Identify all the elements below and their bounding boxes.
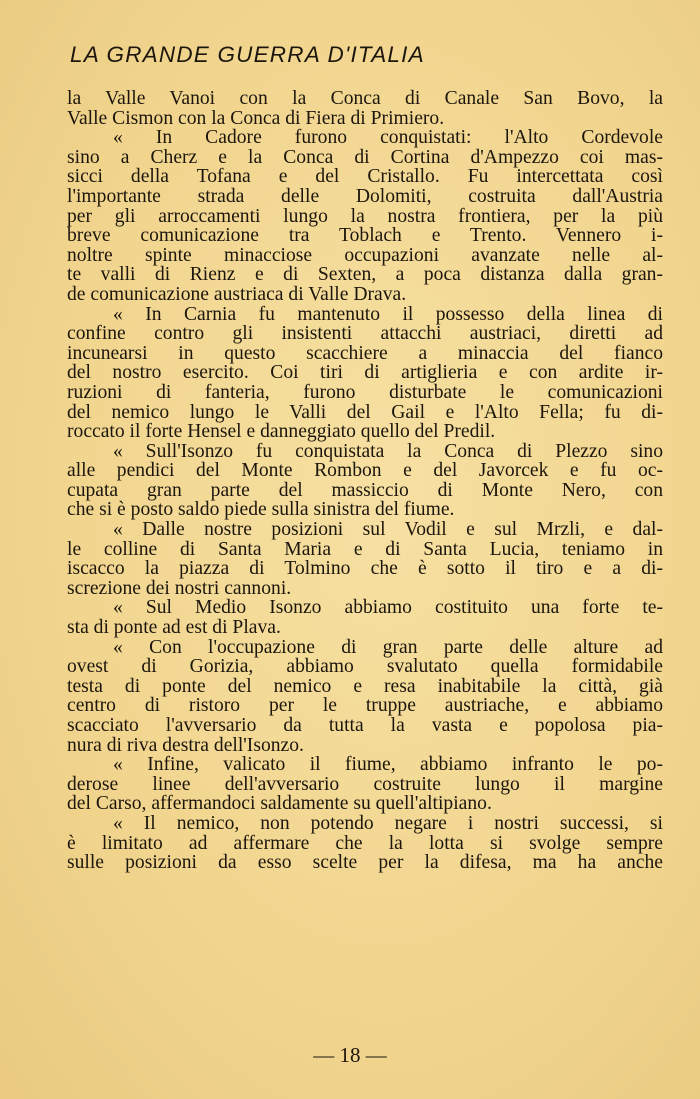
text-line: « In Carnia fu mantenuto il possesso della linea di: [113, 303, 663, 325]
text-line: sino a Cherz e la Conca di Cortina d'Ampezzo coi mas-: [67, 146, 663, 168]
text-line: te valli di Rienz e di Sexten, a poca distanza dalla gran-: [67, 264, 663, 286]
page-number: — 18 —: [313, 1043, 387, 1067]
text-line: de comunicazione austriaca di Valle Drava.: [67, 283, 407, 305]
text-line: del nemico lungo le Valli del Gail e l'Alto Fella; fu di-: [67, 401, 663, 423]
running-head: LA GRANDE GUERRA D'ITALIA: [70, 42, 425, 67]
text-line: l'importante strada delle Dolomiti, costruita dall'Austria: [67, 185, 663, 207]
text-line: screzione dei nostri cannoni.: [67, 577, 292, 599]
text-line: derose linee dell'avversario costruite lungo il margine: [67, 773, 663, 795]
text-line: cupata gran parte del massiccio di Monte Nero, con: [67, 479, 663, 501]
text-line: del nostro esercito. Coi tiri di artiglieria e con ardite ir-: [67, 362, 663, 384]
text-line: nura di riva destra dell'Isonzo.: [67, 734, 304, 756]
text-line: le colline di Santa Maria e di Santa Lucia, teniamo in: [67, 538, 663, 560]
text-line: noltre spinte minacciose occupazioni avanzate nelle al-: [67, 244, 663, 266]
text-line: « In Cadore furono conquistati: l'Alto Cordevole: [113, 127, 663, 149]
text-line: « Con l'occupazione di gran parte delle alture ad: [113, 636, 663, 658]
text-line: « Infine, valicato il fiume, abbiamo infranto le po-: [113, 754, 663, 776]
text-line: « Dalle nostre posizioni sul Vodil e sul Mrzli, e dal-: [113, 519, 663, 541]
text-line: confine contro gli insistenti attacchi austriaci, diretti ad: [67, 323, 663, 345]
body-text: [67, 89, 663, 873]
text-line: per gli arroccamenti lungo la nostra frontiera, per la più: [67, 205, 663, 227]
text-line: ovest di Gorizia, abbiamo svalutato quella formidabile: [67, 656, 663, 678]
text-line: che si è posto saldo piede sulla sinistra del fiume.: [67, 499, 455, 521]
text-line: sicci della Tofana e del Cristallo. Fu intercettata così: [67, 166, 663, 188]
text-line: Valle Cismon con la Conca di Fiera di Primiero.: [67, 107, 445, 129]
text-line: breve comunicazione tra Toblach e Trento. Vennero i-: [67, 225, 663, 247]
text-line: la Valle Vanoi con la Conca di Canale San Bovo, la: [67, 88, 663, 109]
text-line: testa di ponte del nemico e resa inabitabile la città, già: [67, 675, 663, 697]
text-line: iscacco la piazza di Tolmino che è sotto il tiro e a di-: [67, 558, 663, 580]
text-line: « Sul Medio Isonzo abbiamo costituito una forte te-: [113, 597, 663, 619]
text-line: scacciato l'avversario da tutta la vasta e popolosa pia-: [67, 715, 663, 736]
text-line: incunearsi in questo scacchiere a minaccia del fianco: [67, 342, 663, 364]
text-line: roccato il forte Hensel e danneggiato quello del Predil.: [67, 421, 496, 443]
text-line: centro di ristoro per le truppe austriache, e abbiamo: [67, 695, 663, 717]
text-line: « Il nemico, non potendo negare i nostri successi, si: [113, 812, 663, 834]
text-line: alle pendici del Monte Rombon e del Javorcek e fu oc-: [67, 460, 663, 482]
text-line: « Sull'Isonzo fu conquistata la Conca di Plezzo sino: [113, 440, 663, 462]
text-line: sulle posizioni da esso scelte per la difesa, ma ha anche: [67, 852, 663, 874]
text-line: sta di ponte ad est di Plava.: [67, 617, 281, 639]
text-line: è limitato ad affermare che la lotta si svolge sempre: [67, 832, 663, 854]
text-line: del Carso, affermandoci saldamente su quell'altipiano.: [67, 793, 492, 815]
text-line: ruzioni di fanteria, furono disturbate le comunicazioni: [67, 381, 663, 403]
